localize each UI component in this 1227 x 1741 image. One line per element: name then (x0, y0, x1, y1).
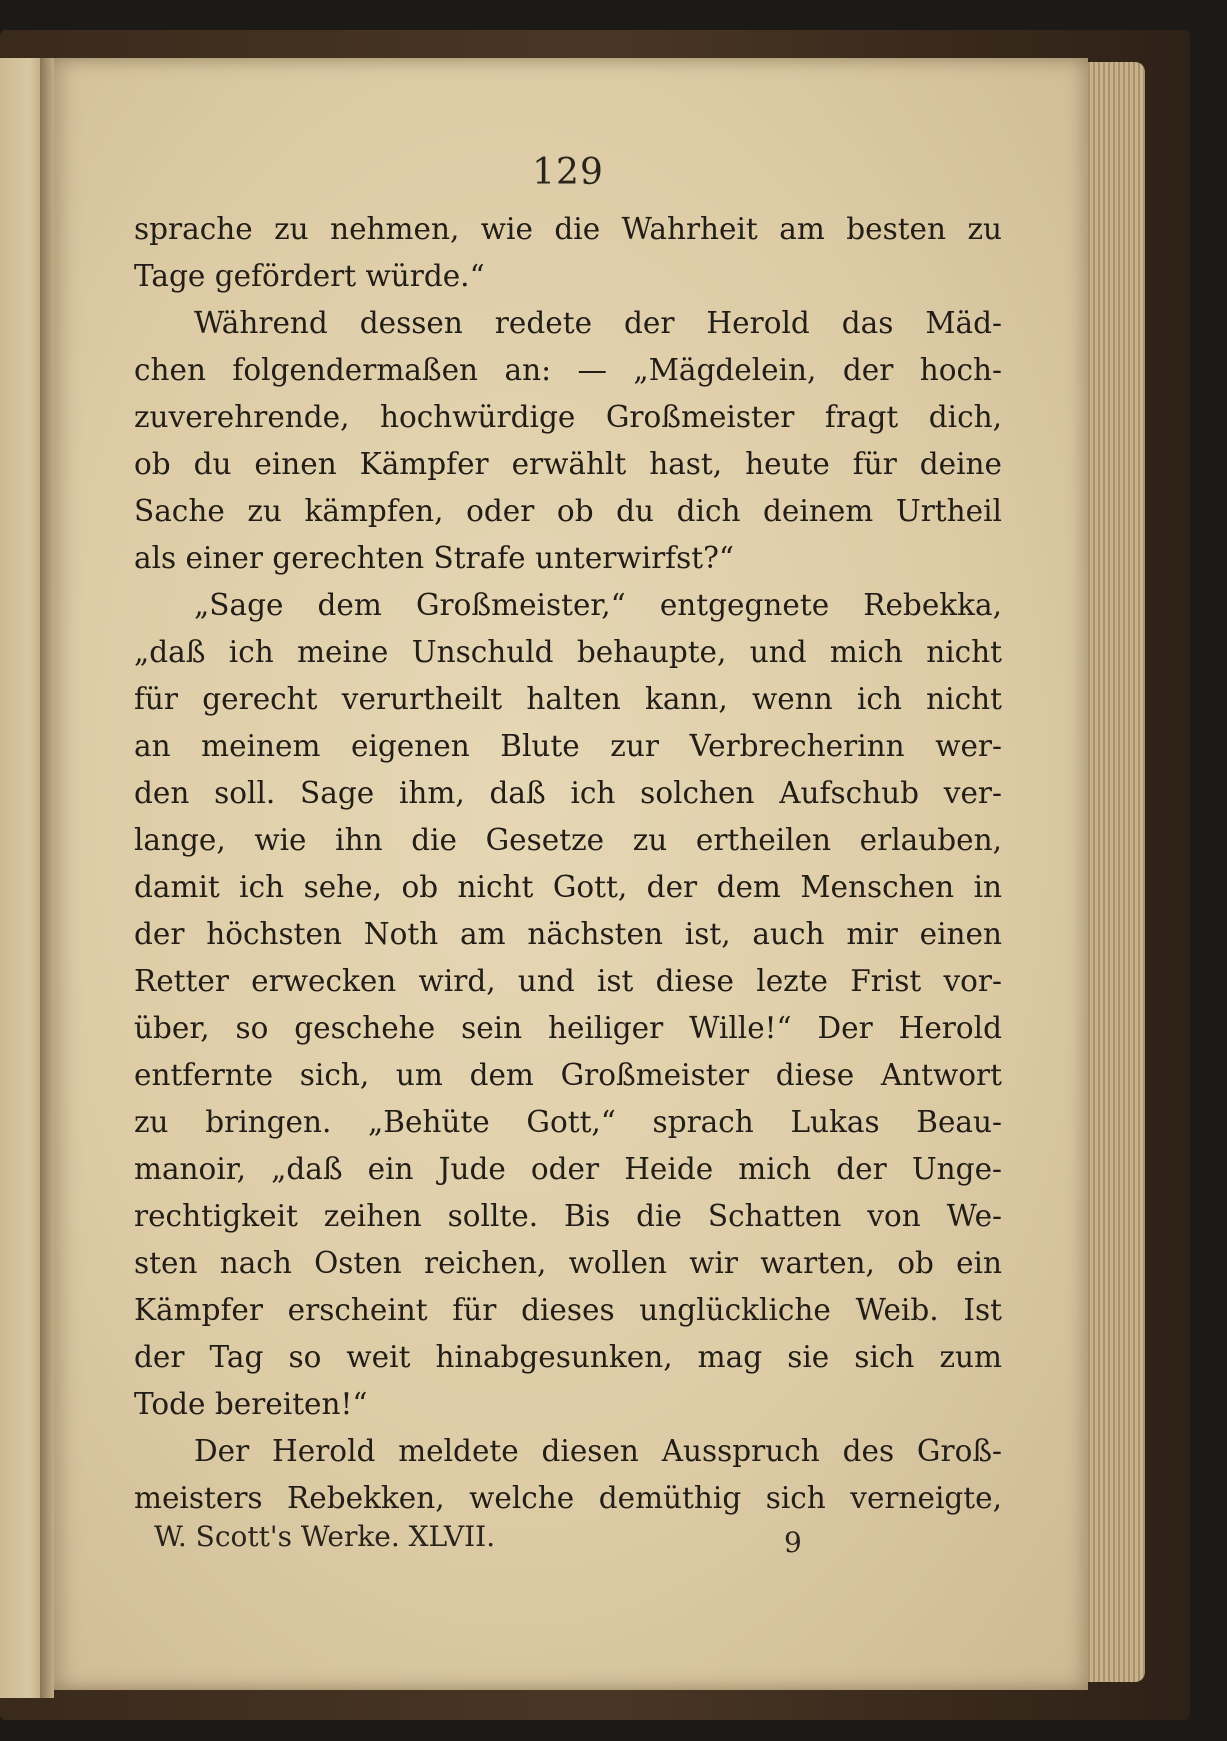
text-line: meisters Rebekken, welche demüthig sich verneigte, (134, 1481, 1002, 1515)
text-line: „daß ich meine Unschuld behaupte, und mich nicht (134, 635, 1002, 669)
text-line: zuverehrende, hochwürdige Großmeister fragt dich, (134, 400, 1002, 434)
footer-sheet-number: 9 (784, 1526, 802, 1559)
text-line: sprache zu nehmen, wie die Wahrheit am besten zu (134, 212, 1002, 246)
text-line: der höchsten Noth am nächsten ist, auch mir einen (134, 917, 1002, 951)
text-line: lange, wie ihn die Gesetze zu ertheilen erlauben, (134, 823, 1002, 857)
text-line: Tode bereiten!“ (134, 1387, 368, 1421)
text-line: über, so geschehe sein heiliger Wille!“ Der Herold (134, 1011, 1002, 1045)
text-line: als einer gerechten Strafe unterwirfst?“ (134, 541, 734, 575)
text-line: Während dessen redete der Herold das Mäd- (194, 306, 1002, 340)
text-line: rechtigkeit zeihen sollte. Bis die Schatten von We- (134, 1199, 1002, 1233)
text-line: chen folgendermaßen an: — „Mägdelein, der hoch- (134, 353, 1002, 387)
text-line: damit ich sehe, ob nicht Gott, der dem Menschen in (134, 870, 1002, 904)
text-line: den soll. Sage ihm, daß ich solchen Aufschub ver- (134, 776, 1002, 810)
book-gutter (40, 58, 54, 1698)
book-page (48, 58, 1088, 1690)
text-line: Retter erwecken wird, und ist diese lezte Frist vor- (134, 964, 1002, 998)
text-line: Kämpfer erscheint für dieses unglückliche Weib. Ist (134, 1293, 1002, 1327)
text-line: Sache zu kämpfen, oder ob du dich deinem Urtheil (134, 494, 1002, 528)
footer-signature: W. Scott's Werke. XLVII. (154, 1520, 496, 1553)
text-line: entfernte sich, um dem Großmeister diese Antwort (134, 1058, 1002, 1092)
text-line: an meinem eigenen Blute zur Verbrecherinn wer- (134, 729, 1002, 763)
page-footer (134, 1520, 1002, 1570)
text-line: der Tag so weit hinabgesunken, mag sie sich zum (134, 1340, 1002, 1374)
text-line: ob du einen Kämpfer erwählt hast, heute für deine (134, 447, 1002, 481)
text-line: „Sage dem Großmeister,“ entgegnete Rebekka, (194, 588, 1002, 622)
text-line: Tage gefördert würde.“ (134, 259, 485, 293)
text-line: manoir, „daß ein Jude oder Heide mich der Unge- (134, 1152, 1002, 1186)
text-line: sten nach Osten reichen, wollen wir warten, ob ein (134, 1246, 1002, 1280)
page-text (134, 206, 1002, 1522)
text-line: zu bringen. „Behüte Gott,“ sprach Lukas Beau- (134, 1105, 1002, 1139)
text-line: Der Herold meldete diesen Ausspruch des Groß- (194, 1434, 1002, 1468)
page-number: 129 (532, 152, 604, 193)
text-line: für gerecht verurtheilt halten kann, wenn ich nicht (134, 682, 1002, 716)
